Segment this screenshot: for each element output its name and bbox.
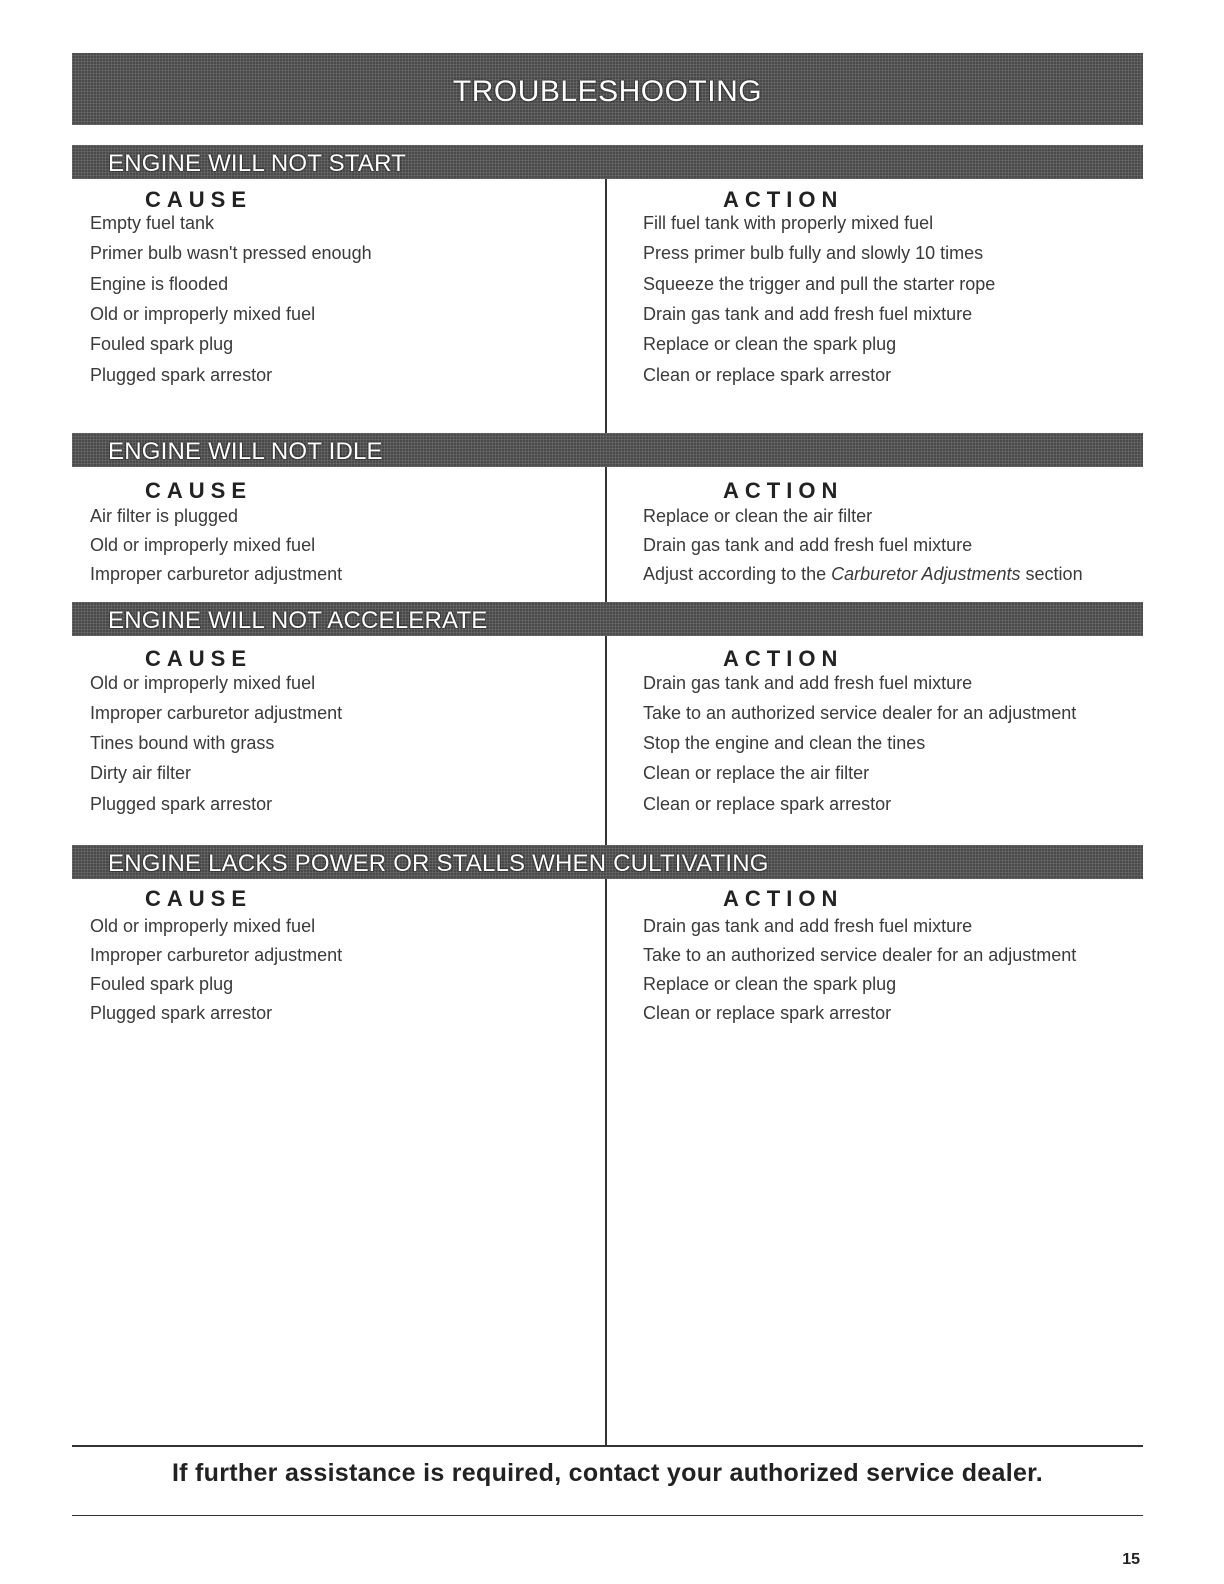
section-heading: ENGINE LACKS POWER OR STALLS WHEN CULTIVATING	[108, 850, 769, 877]
cause-header: CAUSE	[145, 187, 253, 212]
action-item: Drain gas tank and add fresh fuel mixture	[643, 916, 973, 936]
section-heading: ENGINE WILL NOT START	[108, 150, 407, 177]
cause-item: Tines bound with grass	[90, 733, 275, 753]
action-header: ACTION	[723, 478, 844, 503]
cause-item: Engine is flooded	[90, 274, 229, 294]
page-title: TROUBLESHOOTING	[452, 75, 763, 108]
action-item: Drain gas tank and add fresh fuel mixture	[643, 304, 973, 324]
section-banner-will-not-accelerate	[72, 602, 1143, 636]
action-item: Drain gas tank and add fresh fuel mixture	[643, 673, 973, 693]
footer-bottom-rule	[72, 1515, 1143, 1516]
cause-item: Fouled spark plug	[90, 334, 234, 354]
action-item: Take to an authorized service dealer for an adjustment	[643, 945, 1077, 965]
section-heading: ENGINE WILL NOT ACCELERATE	[108, 607, 488, 634]
action-item: Replace or clean the spark plug	[643, 974, 897, 994]
column-divider	[605, 636, 607, 845]
action-header: ACTION	[723, 187, 844, 212]
section-banner-lacks-power	[72, 845, 1143, 879]
action-item: Replace or clean the spark plug	[643, 334, 897, 354]
footer-top-rule	[72, 1445, 1143, 1447]
section-banner-will-not-start	[72, 145, 1143, 179]
manual-section-reference: Carburetor Adjustments	[831, 564, 1021, 584]
cause-item: Improper carburetor adjustment	[90, 703, 343, 723]
action-item: Clean or replace spark arrestor	[643, 1003, 892, 1023]
column-divider	[605, 179, 607, 433]
cause-item: Old or improperly mixed fuel	[90, 673, 316, 693]
cause-item: Old or improperly mixed fuel	[90, 304, 316, 324]
cause-item: Air filter is plugged	[90, 506, 239, 526]
action-item: Clean or replace spark arrestor	[643, 365, 892, 385]
action-header: ACTION	[723, 886, 844, 911]
cause-item: Plugged spark arrestor	[90, 794, 273, 814]
column-divider	[605, 879, 607, 1445]
action-item: Clean or replace the air filter	[643, 763, 870, 783]
action-item: Clean or replace spark arrestor	[643, 794, 892, 814]
cause-item: Old or improperly mixed fuel	[90, 535, 316, 555]
column-divider	[605, 467, 607, 602]
cause-item: Plugged spark arrestor	[90, 365, 273, 385]
action-item: Fill fuel tank with properly mixed fuel	[643, 213, 934, 233]
cause-item: Primer bulb wasn't pressed enough	[90, 243, 372, 263]
cause-item: Empty fuel tank	[90, 213, 215, 233]
cause-item: Fouled spark plug	[90, 974, 234, 994]
section-heading: ENGINE WILL NOT IDLE	[108, 438, 383, 465]
action-item	[643, 564, 1083, 585]
cause-item: Old or improperly mixed fuel	[90, 916, 316, 936]
action-item: Stop the engine and clean the tines	[643, 733, 926, 753]
cause-item: Improper carburetor adjustment	[90, 564, 343, 584]
action-item: Replace or clean the air filter	[643, 506, 873, 526]
action-text: Adjust according to the	[643, 564, 832, 584]
section-banner-will-not-idle	[72, 433, 1143, 467]
action-item: Take to an authorized service dealer for an adjustment	[643, 703, 1077, 723]
page-title-banner	[72, 53, 1143, 125]
cause-item: Dirty air filter	[90, 763, 192, 783]
action-header: ACTION	[723, 646, 844, 671]
page-number: 15	[1122, 1551, 1140, 1568]
action-item: Press primer bulb fully and slowly 10 times	[643, 243, 984, 263]
cause-header: CAUSE	[145, 646, 253, 671]
cause-item: Plugged spark arrestor	[90, 1003, 273, 1023]
action-item: Drain gas tank and add fresh fuel mixture	[643, 535, 973, 555]
action-item: Squeeze the trigger and pull the starter rope	[643, 274, 996, 294]
footer-note: If further assistance is required, contact your authorized service dealer.	[171, 1459, 1044, 1487]
cause-item: Improper carburetor adjustment	[90, 945, 343, 965]
cause-header: CAUSE	[145, 886, 253, 911]
cause-header: CAUSE	[145, 478, 253, 503]
action-text: section	[1020, 564, 1083, 584]
